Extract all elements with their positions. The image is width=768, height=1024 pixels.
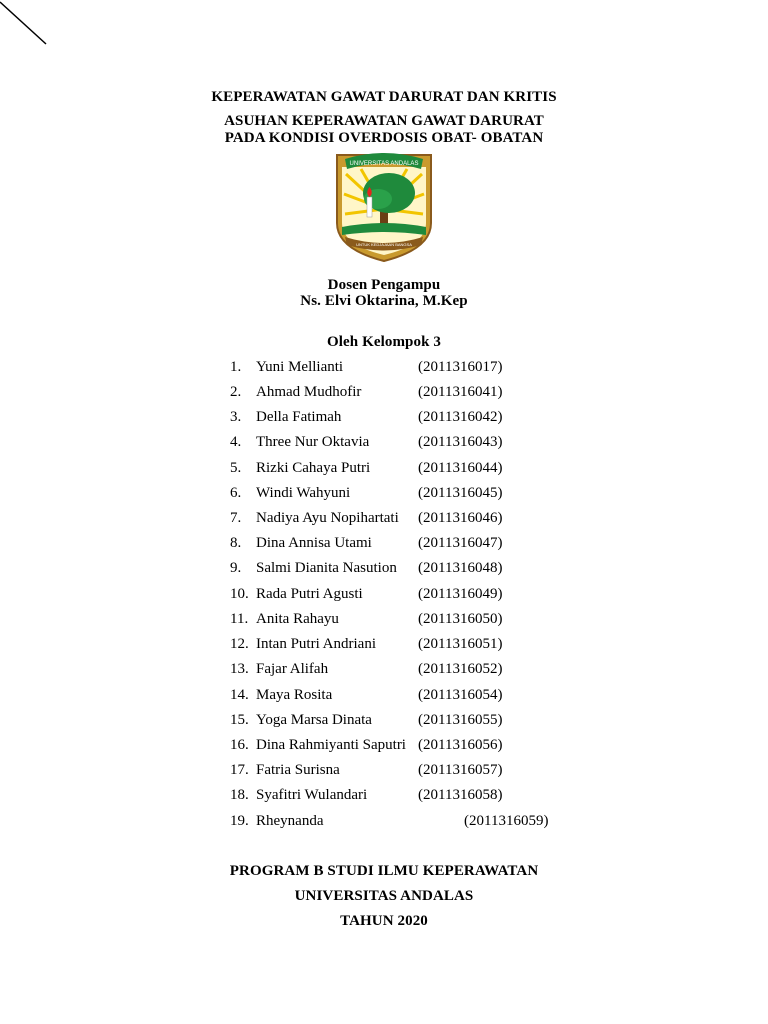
university-logo-icon [331, 149, 437, 263]
member-nim: (2011316058) [418, 787, 503, 803]
member-nim: (2011316049) [418, 586, 503, 602]
member-nim: (2011316017) [418, 359, 503, 375]
member-name: Rada Putri Agusti [256, 586, 363, 602]
member-name: Della Fatimah [256, 409, 342, 425]
list-item [0, 608, 768, 630]
course-title: KEPERAWATAN GAWAT DARURAT DAN KRITIS [211, 89, 557, 105]
logo-banner-text: UNIVERSITAS ANDALAS [349, 161, 419, 167]
list-item [0, 557, 768, 579]
member-number: 18. [230, 787, 249, 803]
member-nim: (2011316056) [418, 737, 503, 753]
member-number: 16. [230, 737, 249, 753]
member-nim: (2011316046) [418, 510, 503, 526]
member-number: 15. [230, 712, 249, 728]
member-nim: (2011316042) [418, 409, 503, 425]
university-name: UNIVERSITAS ANDALAS [294, 888, 474, 904]
group-label: Oleh Kelompok 3 [326, 334, 441, 350]
member-number: 10. [230, 586, 249, 602]
member-name: Windi Wahyuni [256, 485, 351, 501]
list-item [0, 633, 768, 655]
member-nim: (2011316047) [418, 535, 503, 551]
list-item [0, 709, 768, 731]
member-number: 19. [230, 813, 249, 829]
member-nim: (2011316044) [418, 460, 503, 476]
member-name: Dina Annisa Utami [256, 535, 372, 551]
lecturer-name: Ns. Elvi Oktarina, M.Kep [300, 293, 468, 309]
member-name: Three Nur Oktavia [256, 434, 370, 450]
member-number: 2. [230, 384, 242, 400]
member-nim: (2011316055) [418, 712, 503, 728]
member-nim: (2011316057) [418, 762, 503, 778]
member-number: 3. [230, 409, 242, 425]
member-number: 11. [230, 611, 249, 627]
member-nim: (2011316059) [464, 813, 549, 829]
member-number: 7. [230, 510, 242, 526]
member-name: Maya Rosita [256, 687, 333, 703]
member-nim: (2011316051) [418, 636, 503, 652]
topic-line-2: PADA KONDISI OVERDOSIS OBAT- OBATAN [224, 130, 544, 146]
member-number: 12. [230, 636, 249, 652]
topic-line-1: ASUHAN KEPERAWATAN GAWAT DARURAT [224, 113, 544, 129]
member-nim: (2011316043) [418, 434, 503, 450]
member-name: Intan Putri Andriani [256, 636, 376, 652]
member-name: Anita Rahayu [256, 611, 339, 627]
member-nim: (2011316054) [418, 687, 503, 703]
member-name: Yuni Mellianti [256, 359, 344, 375]
year: TAHUN 2020 [340, 913, 428, 929]
list-item [0, 381, 768, 403]
list-item [0, 356, 768, 378]
lecturer-label: Dosen Pengampu [327, 277, 441, 293]
member-number: 4. [230, 434, 242, 450]
logo-motto-text: UNTUK KEDJAJAAN BANGSA [356, 242, 412, 247]
member-nim: (2011316052) [418, 661, 503, 677]
member-nim: (2011316050) [418, 611, 503, 627]
list-item [0, 457, 768, 479]
member-number: 6. [230, 485, 242, 501]
list-item [0, 759, 768, 781]
member-number: 9. [230, 560, 242, 576]
member-name: Yoga Marsa Dinata [256, 712, 372, 728]
list-item [0, 810, 768, 832]
list-item [0, 734, 768, 756]
member-name: Ahmad Mudhofir [256, 384, 362, 400]
list-item [0, 482, 768, 504]
member-name: Rizki Cahaya Putri [256, 460, 371, 476]
member-number: 13. [230, 661, 249, 677]
member-number: 1. [230, 359, 242, 375]
program-name: PROGRAM B STUDI ILMU KEPERAWATAN [229, 863, 539, 879]
list-item [0, 431, 768, 453]
member-name: Syafitri Wulandari [256, 787, 368, 803]
list-item [0, 532, 768, 554]
member-name: Rheynanda [256, 813, 324, 829]
member-nim: (2011316041) [418, 384, 503, 400]
member-number: 8. [230, 535, 242, 551]
member-name: Dina Rahmiyanti Saputri [256, 737, 406, 753]
member-name: Salmi Dianita Nasution [256, 560, 397, 576]
member-name: Fatria Surisna [256, 762, 340, 778]
list-item [0, 406, 768, 428]
corner-diagonal-line [0, 0, 60, 60]
member-nim: (2011316048) [418, 560, 503, 576]
list-item [0, 658, 768, 680]
list-item [0, 684, 768, 706]
list-item [0, 583, 768, 605]
member-number: 5. [230, 460, 242, 476]
member-name: Nadiya Ayu Nopihartati [256, 510, 399, 526]
list-item [0, 784, 768, 806]
member-number: 14. [230, 687, 249, 703]
list-item [0, 507, 768, 529]
member-name: Fajar Alifah [256, 661, 329, 677]
member-number: 17. [230, 762, 249, 778]
member-nim: (2011316045) [418, 485, 503, 501]
